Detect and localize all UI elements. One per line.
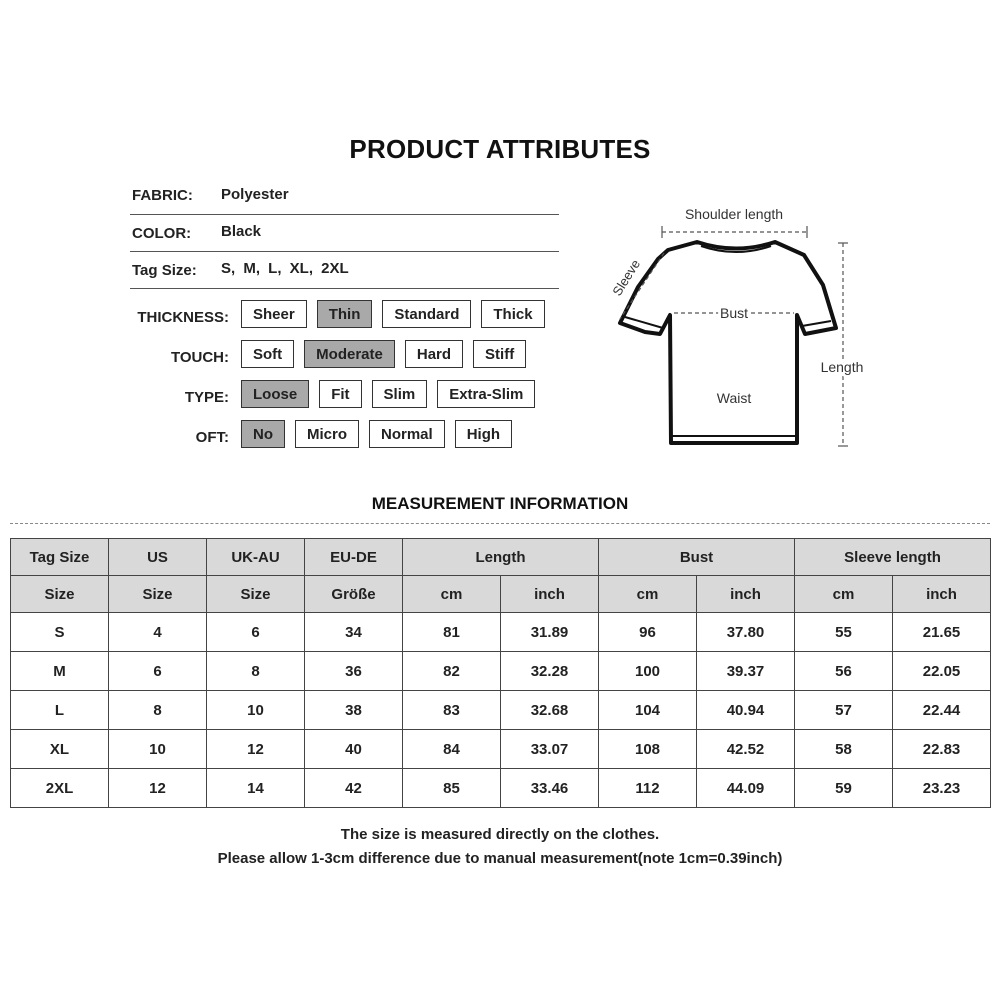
table-cell: 10 [109, 730, 207, 769]
table-cell: 40.94 [697, 691, 795, 730]
table-cell: 58 [795, 730, 893, 769]
touch-label: TOUCH: [170, 349, 229, 366]
subheader-cell: Size [207, 576, 305, 613]
table-cell: 42 [305, 769, 403, 808]
type-label: TYPE: [184, 389, 229, 406]
header-cell: US [109, 539, 207, 576]
table-cell: 10 [207, 691, 305, 730]
divider [130, 288, 559, 289]
table-cell: 2XL [11, 769, 109, 808]
subheader-cell: inch [501, 576, 599, 613]
tshirt-outline [620, 242, 836, 443]
oft-option-micro[interactable]: Micro [295, 420, 359, 448]
subheader-cell: cm [795, 576, 893, 613]
oft-label: OFT: [195, 429, 229, 446]
touch-option-soft[interactable]: Soft [241, 340, 294, 368]
type-option-fit[interactable]: Fit [319, 380, 361, 408]
measurement-note: The size is measured directly on the clothes. [340, 826, 660, 843]
table-cell: 108 [599, 730, 697, 769]
tag-size-value: S, M, L, XL, 2XL [221, 260, 349, 277]
table-cell: 6 [109, 652, 207, 691]
table-cell: 22.44 [893, 691, 991, 730]
shoulder-length-label: Shoulder length [684, 206, 784, 222]
table-row [11, 691, 991, 730]
tshirt-measurement-diagram [600, 195, 880, 455]
waist-label: Waist [716, 390, 752, 406]
subheader-cell: cm [599, 576, 697, 613]
subheader-cell: Größe [305, 576, 403, 613]
table-cell: 112 [599, 769, 697, 808]
subheader-cell: inch [893, 576, 991, 613]
type-option-slim[interactable]: Slim [372, 380, 428, 408]
thickness-options [241, 300, 545, 328]
table-cell: M [11, 652, 109, 691]
table-cell: 12 [207, 730, 305, 769]
color-label: COLOR: [132, 225, 192, 242]
fabric-label: FABRIC: [132, 187, 193, 204]
thickness-label: THICKNESS: [137, 309, 229, 326]
table-cell: 8 [109, 691, 207, 730]
subheader-cell: Size [11, 576, 109, 613]
measurement-title: MEASUREMENT INFORMATION [371, 494, 629, 513]
table-cell: 82 [403, 652, 501, 691]
divider [130, 214, 559, 215]
table-cell: 8 [207, 652, 305, 691]
table-cell: 57 [795, 691, 893, 730]
table-cell: XL [11, 730, 109, 769]
fabric-value: Polyester [221, 186, 289, 203]
header-cell: Length [403, 539, 599, 576]
touch-options [241, 340, 526, 368]
table-cell: 59 [795, 769, 893, 808]
table-cell: 36 [305, 652, 403, 691]
table-cell: 42.52 [697, 730, 795, 769]
length-label: Length [820, 359, 864, 375]
table-cell: L [11, 691, 109, 730]
header-cell: EU-DE [305, 539, 403, 576]
header-cell: Bust [599, 539, 795, 576]
table-cell: 55 [795, 613, 893, 652]
table-subheader-row [11, 576, 991, 613]
touch-option-hard[interactable]: Hard [405, 340, 463, 368]
table-cell: 31.89 [501, 613, 599, 652]
tag-size-label: Tag Size: [132, 262, 197, 279]
oft-option-high[interactable]: High [455, 420, 512, 448]
dashed-divider [10, 523, 990, 524]
table-cell: 32.68 [501, 691, 599, 730]
table-cell: 37.80 [697, 613, 795, 652]
oft-options [241, 420, 512, 448]
touch-option-stiff[interactable]: Stiff [473, 340, 526, 368]
table-cell: 85 [403, 769, 501, 808]
table-cell: 100 [599, 652, 697, 691]
table-cell: 84 [403, 730, 501, 769]
table-row [11, 652, 991, 691]
thickness-option-thin[interactable]: Thin [317, 300, 373, 328]
header-cell: Sleeve length [795, 539, 991, 576]
page-title: PRODUCT ATTRIBUTES [349, 134, 651, 164]
type-option-loose[interactable]: Loose [241, 380, 309, 408]
type-options [241, 380, 535, 408]
oft-option-normal[interactable]: Normal [369, 420, 445, 448]
table-row [11, 730, 991, 769]
thickness-option-thick[interactable]: Thick [481, 300, 544, 328]
table-row [11, 769, 991, 808]
thickness-option-standard[interactable]: Standard [382, 300, 471, 328]
table-cell: S [11, 613, 109, 652]
table-cell: 81 [403, 613, 501, 652]
sleeve-label: Sleeve [609, 256, 644, 299]
header-cell: UK-AU [207, 539, 305, 576]
table-cell: 6 [207, 613, 305, 652]
table-cell: 44.09 [697, 769, 795, 808]
table-cell: 4 [109, 613, 207, 652]
measurement-table [10, 538, 991, 808]
measurement-disclaimer: Please allow 1-3cm difference due to manual measurement(note 1cm=0.39inch) [217, 850, 783, 867]
touch-option-moderate[interactable]: Moderate [304, 340, 395, 368]
table-header-row [11, 539, 991, 576]
table-cell: 23.23 [893, 769, 991, 808]
table-cell: 56 [795, 652, 893, 691]
subheader-cell: cm [403, 576, 501, 613]
table-cell: 33.46 [501, 769, 599, 808]
table-cell: 22.83 [893, 730, 991, 769]
table-cell: 14 [207, 769, 305, 808]
color-value: Black [221, 223, 262, 240]
subheader-cell: Size [109, 576, 207, 613]
header-cell: Tag Size [11, 539, 109, 576]
table-cell: 12 [109, 769, 207, 808]
table-cell: 33.07 [501, 730, 599, 769]
table-row [11, 613, 991, 652]
table-cell: 39.37 [697, 652, 795, 691]
table-cell: 22.05 [893, 652, 991, 691]
subheader-cell: inch [697, 576, 795, 613]
table-cell: 32.28 [501, 652, 599, 691]
bust-label: Bust [719, 305, 749, 321]
table-cell: 104 [599, 691, 697, 730]
table-cell: 83 [403, 691, 501, 730]
divider [130, 251, 559, 252]
table-cell: 21.65 [893, 613, 991, 652]
table-cell: 38 [305, 691, 403, 730]
table-cell: 40 [305, 730, 403, 769]
oft-option-no[interactable]: No [241, 420, 285, 448]
thickness-option-sheer[interactable]: Sheer [241, 300, 307, 328]
type-option-extra-slim[interactable]: Extra-Slim [437, 380, 535, 408]
table-cell: 96 [599, 613, 697, 652]
table-cell: 34 [305, 613, 403, 652]
